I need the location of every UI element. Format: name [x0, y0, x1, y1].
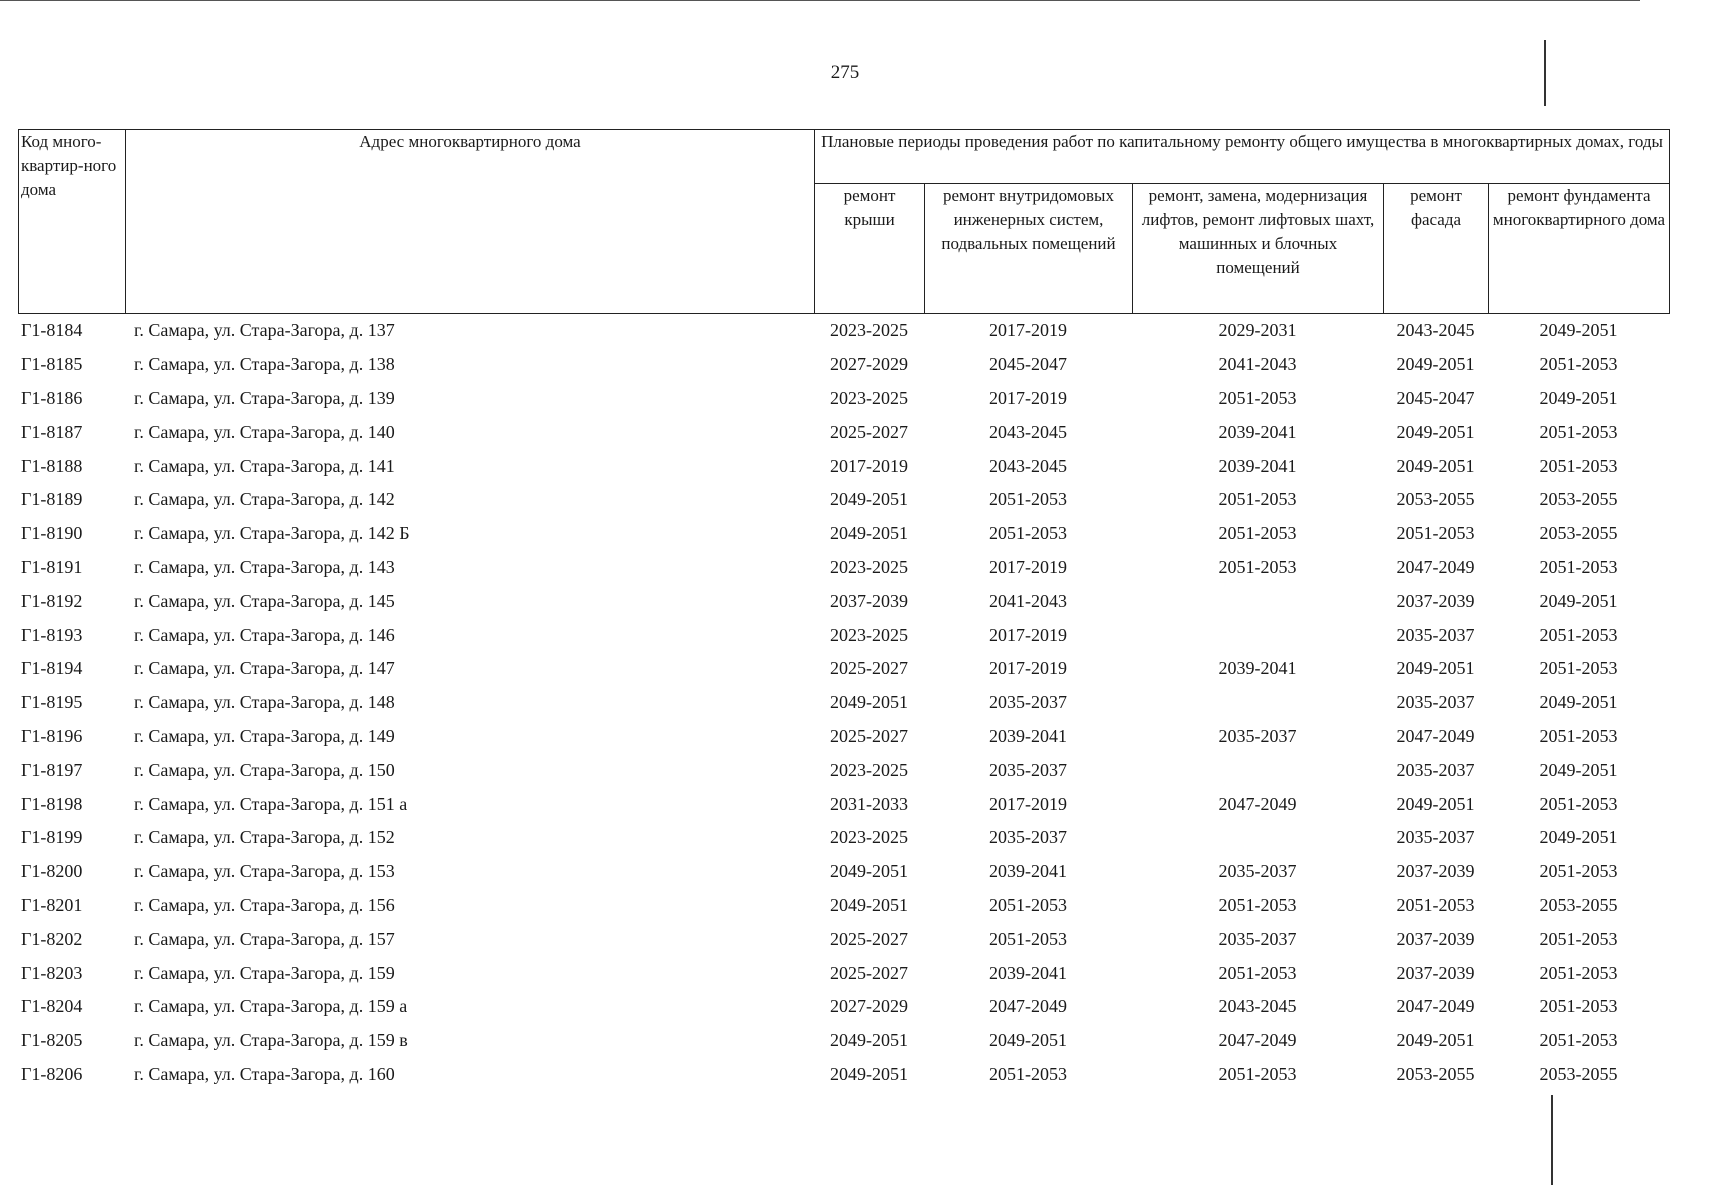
cell-address: г. Самара, ул. Стара-Загора, д. 142 [134, 489, 395, 510]
table-row [18, 855, 1669, 889]
cell-foundation: 2049-2051 [1539, 692, 1618, 713]
cell-facade: 2043-2045 [1396, 320, 1475, 341]
table-row [18, 990, 1669, 1024]
cell-elevators: 2039-2041 [1218, 658, 1297, 679]
cell-elevators: 2051-2053 [1218, 1063, 1297, 1084]
cell-roof: 2037-2039 [830, 590, 908, 611]
cell-systems: 2017-2019 [989, 320, 1067, 341]
cell-systems: 2045-2047 [989, 354, 1067, 375]
cell-facade: 2037-2039 [1396, 590, 1475, 611]
cell-facade: 2049-2051 [1396, 658, 1475, 679]
cell-foundation: 2053-2055 [1539, 894, 1618, 915]
cell-address: г. Самара, ул. Стара-Загора, д. 157 [134, 928, 395, 949]
table-body [18, 314, 1669, 1091]
cell-facade: 2051-2053 [1396, 523, 1475, 544]
cell-facade: 2037-2039 [1396, 861, 1475, 882]
cell-systems: 2051-2053 [989, 1063, 1067, 1084]
header-address: Адрес многоквартирного дома [126, 130, 815, 314]
table-row [18, 753, 1669, 787]
cell-systems: 2017-2019 [989, 658, 1067, 679]
cell-facade: 2053-2055 [1396, 489, 1475, 510]
cell-elevators: 2029-2031 [1218, 320, 1297, 341]
cell-roof: 2023-2025 [830, 827, 908, 848]
cell-code: Г1-8193 [21, 624, 83, 645]
cell-facade: 2049-2051 [1396, 354, 1475, 375]
cell-code: Г1-8204 [21, 996, 83, 1017]
cell-code: Г1-8199 [21, 827, 83, 848]
cell-elevators [1132, 584, 1383, 618]
cell-address: г. Самара, ул. Стара-Загора, д. 140 [134, 421, 395, 442]
header-facade: ремонт фасада [1384, 184, 1489, 314]
cell-address: г. Самара, ул. Стара-Загора, д. 160 [134, 1063, 395, 1084]
cell-roof: 2017-2019 [830, 455, 908, 476]
cell-systems: 2035-2037 [989, 692, 1067, 713]
cell-code: Г1-8192 [21, 590, 83, 611]
cell-systems: 2035-2037 [989, 827, 1067, 848]
cell-foundation: 2051-2053 [1539, 996, 1618, 1017]
cell-systems: 2017-2019 [989, 387, 1067, 408]
table-row [18, 821, 1669, 855]
table-row [18, 720, 1669, 754]
cell-code: Г1-8205 [21, 1030, 83, 1051]
cell-elevators: 2051-2053 [1218, 387, 1297, 408]
cell-roof: 2049-2051 [830, 523, 908, 544]
cell-code: Г1-8202 [21, 928, 83, 949]
cell-roof: 2023-2025 [830, 624, 908, 645]
cell-code: Г1-8198 [21, 793, 83, 814]
cell-address: г. Самара, ул. Стара-Загора, д. 146 [134, 624, 395, 645]
cell-code: Г1-8190 [21, 523, 83, 544]
cell-foundation: 2051-2053 [1539, 354, 1618, 375]
cell-elevators: 2039-2041 [1218, 455, 1297, 476]
cell-address: г. Самара, ул. Стара-Загора, д. 156 [134, 894, 395, 915]
cell-facade: 2049-2051 [1396, 1030, 1475, 1051]
cell-systems: 2017-2019 [989, 793, 1067, 814]
cell-code: Г1-8201 [21, 894, 83, 915]
cell-roof: 2027-2029 [830, 354, 908, 375]
cell-elevators: 2047-2049 [1218, 1030, 1297, 1051]
cell-address: г. Самара, ул. Стара-Загора, д. 143 [134, 556, 395, 577]
cell-foundation: 2051-2053 [1539, 793, 1618, 814]
cell-address: г. Самара, ул. Стара-Загора, д. 139 [134, 387, 395, 408]
table-row [18, 382, 1669, 416]
cell-roof: 2049-2051 [830, 1030, 908, 1051]
cell-code: Г1-8195 [21, 692, 83, 713]
cell-systems: 2035-2037 [989, 759, 1067, 780]
table-row [18, 922, 1669, 956]
cell-elevators: 2051-2053 [1218, 894, 1297, 915]
cell-facade: 2047-2049 [1396, 725, 1475, 746]
cell-facade: 2051-2053 [1396, 894, 1475, 915]
cell-foundation: 2049-2051 [1539, 759, 1618, 780]
cell-roof: 2049-2051 [830, 894, 908, 915]
cell-systems: 2039-2041 [989, 725, 1067, 746]
cell-elevators: 2051-2053 [1218, 962, 1297, 983]
table-header [18, 129, 1670, 314]
cell-address: г. Самара, ул. Стара-Загора, д. 159 в [134, 1030, 408, 1051]
cell-systems: 2039-2041 [989, 962, 1067, 983]
table-row [18, 889, 1669, 923]
cell-address: г. Самара, ул. Стара-Загора, д. 148 [134, 692, 395, 713]
table-row [18, 1024, 1669, 1058]
cell-code: Г1-8188 [21, 455, 83, 476]
cell-code: Г1-8189 [21, 489, 83, 510]
cell-elevators: 2035-2037 [1218, 725, 1297, 746]
cell-systems: 2017-2019 [989, 556, 1067, 577]
cell-systems: 2041-2043 [989, 590, 1067, 611]
cell-foundation: 2051-2053 [1539, 421, 1618, 442]
page-top-border [0, 0, 1640, 1]
cell-foundation: 2051-2053 [1539, 624, 1618, 645]
cell-elevators [1132, 686, 1383, 720]
cell-systems: 2047-2049 [989, 996, 1067, 1017]
cell-code: Г1-8197 [21, 759, 83, 780]
cell-elevators: 2041-2043 [1218, 354, 1297, 375]
cell-facade: 2049-2051 [1396, 421, 1475, 442]
table-row [18, 1058, 1669, 1092]
cell-systems: 2017-2019 [989, 624, 1067, 645]
table-row [18, 551, 1669, 585]
cell-facade: 2037-2039 [1396, 962, 1475, 983]
cell-elevators [1132, 753, 1383, 787]
cell-roof: 2027-2029 [830, 996, 908, 1017]
cell-foundation: 2051-2053 [1539, 861, 1618, 882]
table-row [18, 618, 1669, 652]
cell-address: г. Самара, ул. Стара-Загора, д. 142 Б [134, 523, 410, 544]
cell-systems: 2043-2045 [989, 455, 1067, 476]
cell-roof: 2023-2025 [830, 759, 908, 780]
cell-address: г. Самара, ул. Стара-Загора, д. 145 [134, 590, 395, 611]
cell-elevators: 2051-2053 [1218, 489, 1297, 510]
cell-systems: 2051-2053 [989, 894, 1067, 915]
cell-elevators: 2051-2053 [1218, 556, 1297, 577]
cell-facade: 2049-2051 [1396, 793, 1475, 814]
cell-elevators: 2051-2053 [1218, 523, 1297, 544]
header-foundation: ремонт фундамента многоквартирного дома [1489, 184, 1670, 314]
cell-elevators: 2035-2037 [1218, 928, 1297, 949]
cell-address: г. Самара, ул. Стара-Загора, д. 153 [134, 861, 395, 882]
scan-edge-mark [1551, 1095, 1553, 1185]
cell-systems: 2039-2041 [989, 861, 1067, 882]
header-planned-periods: Плановые периоды проведения работ по капитальному ремонту общего имущества в многоквартирных домах, годы [815, 130, 1670, 184]
cell-facade: 2035-2037 [1396, 624, 1475, 645]
cell-code: Г1-8200 [21, 861, 83, 882]
header-roof: ремонт крыши [815, 184, 925, 314]
header-systems: ремонт внутридомовых инженерных систем, подвальных помещений [925, 184, 1133, 314]
table-row [18, 652, 1669, 686]
cell-facade: 2053-2055 [1396, 1063, 1475, 1084]
cell-code: Г1-8194 [21, 658, 83, 679]
cell-roof: 2023-2025 [830, 556, 908, 577]
cell-roof: 2023-2025 [830, 387, 908, 408]
cell-foundation: 2053-2055 [1539, 523, 1618, 544]
cell-address: г. Самара, ул. Стара-Загора, д. 159 а [134, 996, 408, 1017]
cell-address: г. Самара, ул. Стара-Загора, д. 151 а [134, 793, 408, 814]
cell-foundation: 2051-2053 [1539, 962, 1618, 983]
cell-roof: 2049-2051 [830, 1063, 908, 1084]
cell-systems: 2043-2045 [989, 421, 1067, 442]
cell-address: г. Самара, ул. Стара-Загора, д. 149 [134, 725, 395, 746]
cell-roof: 2025-2027 [830, 962, 908, 983]
table-row [18, 415, 1669, 449]
cell-systems: 2051-2053 [989, 928, 1067, 949]
cell-facade: 2035-2037 [1396, 827, 1475, 848]
cell-roof: 2049-2051 [830, 692, 908, 713]
scan-edge-mark [1544, 40, 1546, 106]
cell-foundation: 2049-2051 [1539, 590, 1618, 611]
cell-elevators: 2043-2045 [1218, 996, 1297, 1017]
cell-elevators [1132, 821, 1383, 855]
cell-roof: 2023-2025 [830, 320, 908, 341]
cell-systems: 2049-2051 [989, 1030, 1067, 1051]
cell-code: Г1-8185 [21, 354, 83, 375]
cell-code: Г1-8186 [21, 387, 83, 408]
cell-roof: 2031-2033 [830, 793, 908, 814]
cell-roof: 2049-2051 [830, 861, 908, 882]
cell-foundation: 2053-2055 [1539, 489, 1618, 510]
cell-foundation: 2049-2051 [1539, 387, 1618, 408]
cell-elevators: 2047-2049 [1218, 793, 1297, 814]
cell-address: г. Самара, ул. Стара-Загора, д. 137 [134, 320, 395, 341]
cell-facade: 2047-2049 [1396, 556, 1475, 577]
cell-elevators: 2035-2037 [1218, 861, 1297, 882]
cell-roof: 2049-2051 [830, 489, 908, 510]
header-code: Код много-квартир-ного дома [19, 130, 126, 314]
cell-code: Г1-8196 [21, 725, 83, 746]
cell-code: Г1-8206 [21, 1063, 83, 1084]
cell-facade: 2045-2047 [1396, 387, 1475, 408]
cell-code: Г1-8184 [21, 320, 83, 341]
cell-code: Г1-8187 [21, 421, 83, 442]
table-row [18, 956, 1669, 990]
cell-foundation: 2051-2053 [1539, 556, 1618, 577]
table-row [18, 314, 1669, 348]
cell-address: г. Самара, ул. Стара-Загора, д. 141 [134, 455, 395, 476]
cell-systems: 2051-2053 [989, 523, 1067, 544]
cell-foundation: 2051-2053 [1539, 725, 1618, 746]
table-row [18, 686, 1669, 720]
cell-address: г. Самара, ул. Стара-Загора, д. 159 [134, 962, 395, 983]
cell-elevators [1132, 618, 1383, 652]
cell-facade: 2037-2039 [1396, 928, 1475, 949]
cell-systems: 2051-2053 [989, 489, 1067, 510]
header-elevators: ремонт, замена, модернизация лифтов, ремонт лифтовых шахт, машинных и блочных помещений [1133, 184, 1384, 314]
table-row [18, 449, 1669, 483]
cell-code: Г1-8203 [21, 962, 83, 983]
cell-foundation: 2051-2053 [1539, 658, 1618, 679]
cell-foundation: 2049-2051 [1539, 827, 1618, 848]
table-row [18, 787, 1669, 821]
table-row [18, 517, 1669, 551]
cell-foundation: 2049-2051 [1539, 320, 1618, 341]
page-number: 275 [830, 62, 860, 83]
cell-roof: 2025-2027 [830, 725, 908, 746]
cell-address: г. Самара, ул. Стара-Загора, д. 150 [134, 759, 395, 780]
table-row [18, 483, 1669, 517]
cell-foundation: 2053-2055 [1539, 1063, 1618, 1084]
cell-facade: 2049-2051 [1396, 455, 1475, 476]
cell-roof: 2025-2027 [830, 421, 908, 442]
cell-foundation: 2051-2053 [1539, 1030, 1618, 1051]
cell-facade: 2035-2037 [1396, 759, 1475, 780]
cell-address: г. Самара, ул. Стара-Загора, д. 138 [134, 354, 395, 375]
cell-address: г. Самара, ул. Стара-Загора, д. 147 [134, 658, 395, 679]
cell-code: Г1-8191 [21, 556, 83, 577]
cell-foundation: 2051-2053 [1539, 455, 1618, 476]
cell-elevators: 2039-2041 [1218, 421, 1297, 442]
cell-foundation: 2051-2053 [1539, 928, 1618, 949]
cell-address: г. Самара, ул. Стара-Загора, д. 152 [134, 827, 395, 848]
table-row [18, 584, 1669, 618]
cell-roof: 2025-2027 [830, 928, 908, 949]
table-row [18, 348, 1669, 382]
cell-facade: 2035-2037 [1396, 692, 1475, 713]
cell-roof: 2025-2027 [830, 658, 908, 679]
cell-facade: 2047-2049 [1396, 996, 1475, 1017]
